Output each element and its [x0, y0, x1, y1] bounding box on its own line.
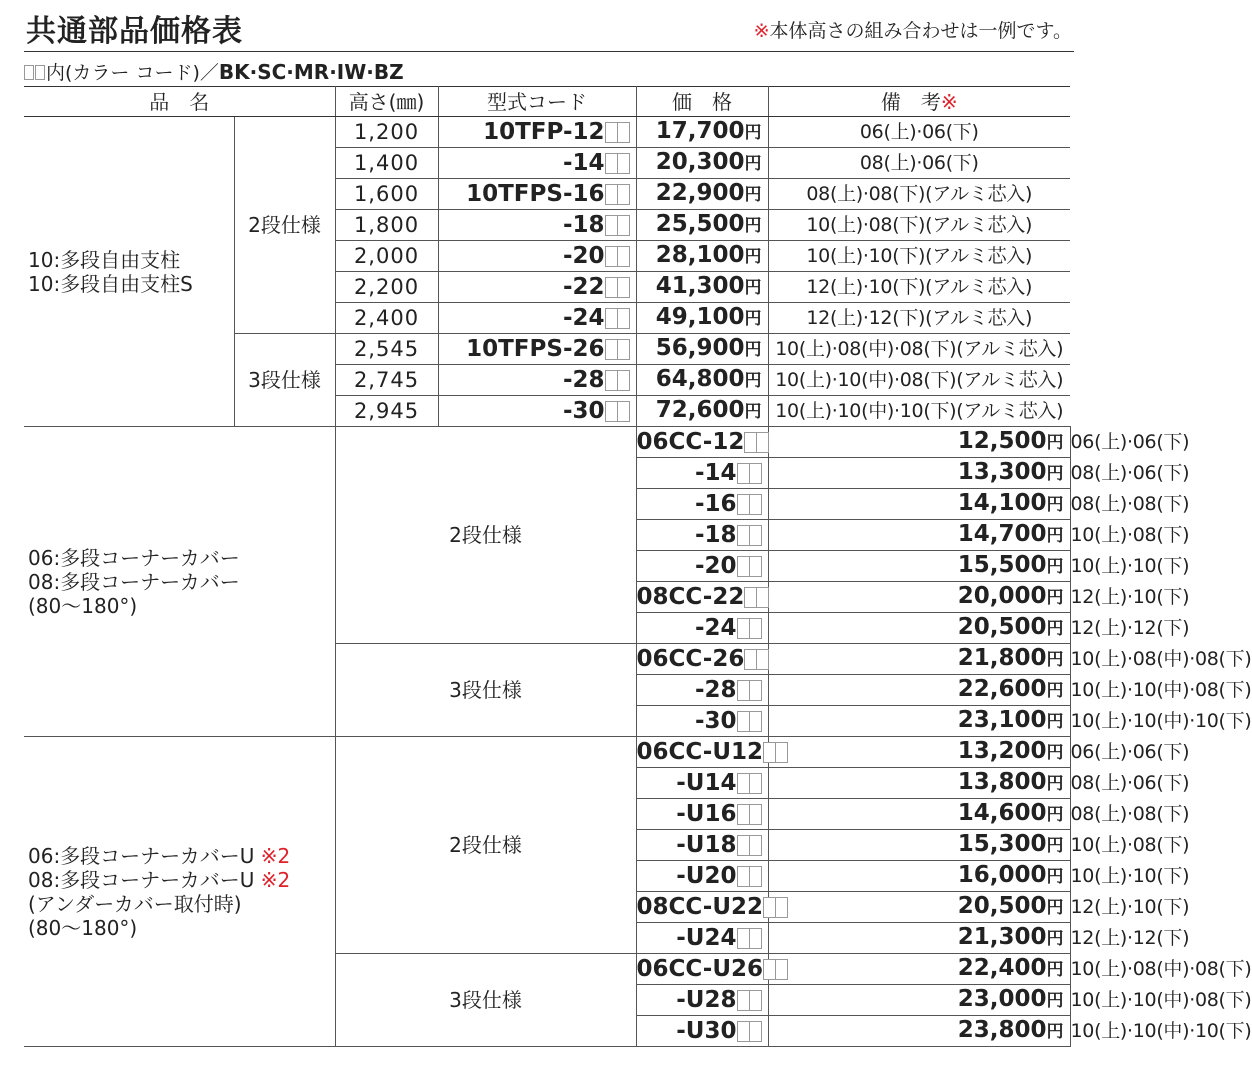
- color-box-icon: [738, 614, 762, 642]
- remark-cell: 12(上)·12(下)(アルミ芯入): [768, 303, 1070, 334]
- height-cell: 1,400: [335, 148, 438, 179]
- remarks-mark: ※: [940, 89, 958, 114]
- remark-cell: 08(上)·06(下): [768, 148, 1070, 179]
- spec-label: 2段仕様: [234, 117, 335, 334]
- product-group: [24, 427, 1252, 737]
- table-row: -U24 21,300円 12(上)·12(下): [24, 923, 1070, 954]
- table-row: -U18 15,300円 10(上)·08(下): [24, 830, 1070, 861]
- code-cell: -U30: [636, 1016, 768, 1047]
- color-box-icon: [738, 924, 762, 952]
- height-cell: 2,000: [335, 241, 438, 272]
- remark-cell: 10(上)·08(下)(アルミ芯入): [768, 210, 1070, 241]
- price-cell: 14,100円: [768, 489, 1070, 520]
- table-row: 08CC-22 20,000円 12(上)·10(下): [24, 582, 1070, 613]
- table-row: [24, 117, 1070, 148]
- code-cell: -18: [636, 520, 768, 551]
- code-cell: 08CC-U22: [636, 892, 768, 923]
- code-cell: -U16: [636, 799, 768, 830]
- code-cell: -14: [438, 148, 636, 179]
- color-box-icon: [606, 273, 630, 301]
- height-cell: 1,200: [335, 117, 438, 148]
- price-cell: 22,400円: [768, 954, 1070, 985]
- remark-cell: 06(上)·06(下): [768, 117, 1070, 148]
- table-row: -20 15,500円 10(上)·10(下): [24, 551, 1070, 582]
- code-cell: 06CC-12: [636, 427, 768, 458]
- code-cell: 10TFP-12: [438, 117, 636, 148]
- code-cell: -30: [438, 396, 636, 427]
- code-cell: -24: [636, 613, 768, 644]
- table-row: 08CC-U22 20,500円 12(上)·10(下): [24, 892, 1070, 923]
- spec-label: 3段仕様: [335, 954, 636, 1047]
- code-cell: 06CC-U12: [636, 737, 768, 768]
- product-name-line: 06:多段コーナーカバー: [28, 545, 240, 570]
- spec-label: 3段仕様: [234, 334, 335, 427]
- product-name-line: (80～180°): [28, 915, 138, 940]
- color-box-icon: [764, 738, 788, 766]
- product-group: [24, 737, 1252, 1047]
- table-row: 3段仕様 06CC-U26 22,400円 10(上)·08(中)·08(下): [24, 954, 1070, 985]
- code-cell: 10TFPS-26: [438, 334, 636, 365]
- remark-cell: 10(上)·10(下)(アルミ芯入): [768, 241, 1070, 272]
- spec-label: 2段仕様: [335, 737, 636, 954]
- color-box-icon: [738, 800, 762, 828]
- title-rule: [24, 51, 1074, 52]
- product-group: [24, 117, 1070, 427]
- color-box-icon: [738, 986, 762, 1014]
- color-box-icon: [606, 366, 630, 394]
- table-row: 3段仕様 06CC-26 21,800円 10(上)·08(中)·08(下): [24, 644, 1070, 675]
- product-name-line: 08:多段コーナーカバー: [28, 569, 240, 594]
- header-height: 高さ(㎜): [335, 87, 438, 117]
- price-cell: 21,800円: [768, 644, 1070, 675]
- height-cell: 2,200: [335, 272, 438, 303]
- product-name-line: (アンダーカバー取付時): [28, 891, 242, 916]
- code-cell: -U14: [636, 768, 768, 799]
- color-box-icon: [738, 831, 762, 859]
- code-cell: -U24: [636, 923, 768, 954]
- price-cell: 20,500円: [768, 613, 1070, 644]
- code-cell: -U20: [636, 861, 768, 892]
- price-cell: 16,000円: [768, 861, 1070, 892]
- code-cell: -22: [438, 272, 636, 303]
- color-box-icon: [738, 676, 762, 704]
- page-title: 共通部品価格表: [26, 14, 243, 49]
- header-price: 価 格: [636, 87, 768, 117]
- color-box-icon: [764, 955, 788, 983]
- table-row: -U14 13,800円 08(上)·06(下): [24, 768, 1070, 799]
- code-cell: -16: [636, 489, 768, 520]
- remark-cell: 10(上)·10(中)·10(下)(アルミ芯入): [768, 396, 1070, 427]
- table-row: -16 14,100円 08(上)·08(下): [24, 489, 1070, 520]
- color-box-icon: [606, 180, 630, 208]
- product-name: [24, 427, 335, 737]
- color-label: 内(カラー コード)／: [46, 62, 219, 84]
- price-cell: 13,200円: [768, 737, 1070, 768]
- color-box-icon: [745, 645, 769, 673]
- color-code-line: [24, 58, 404, 85]
- code-cell: -U18: [636, 830, 768, 861]
- price-table: [24, 86, 1252, 1047]
- code-cell: -28: [636, 675, 768, 706]
- price-cell: 72,600円: [636, 396, 768, 427]
- height-cell: 2,745: [335, 365, 438, 396]
- price-cell: 23,000円: [768, 985, 1070, 1016]
- code-cell: 10TFPS-16: [438, 179, 636, 210]
- price-cell: 22,900円: [636, 179, 768, 210]
- price-cell: 20,500円: [768, 892, 1070, 923]
- table-header-row: [24, 87, 1070, 117]
- height-cell: 1,600: [335, 179, 438, 210]
- height-cell: 2,945: [335, 396, 438, 427]
- color-box-icon: [738, 862, 762, 890]
- note-mark: ※: [753, 20, 770, 42]
- code-cell: 06CC-U26: [636, 954, 768, 985]
- color-box-icon: [738, 1017, 762, 1045]
- table-row: -18 14,700円 10(上)·08(下): [24, 520, 1070, 551]
- price-cell: 23,800円: [768, 1016, 1070, 1047]
- code-cell: 06CC-26: [636, 644, 768, 675]
- table-row: -U16 14,600円 08(上)·08(下): [24, 799, 1070, 830]
- price-cell: 15,500円: [768, 551, 1070, 582]
- header-note: [754, 16, 1072, 43]
- color-box-icon: [738, 459, 762, 487]
- table-row: -24 20,500円 12(上)·12(下): [24, 613, 1070, 644]
- height-cell: 2,545: [335, 334, 438, 365]
- note-mark: ※2: [260, 867, 291, 892]
- table-row: -28 22,600円 10(上)·10(中)·08(下): [24, 675, 1070, 706]
- color-box-icon: [606, 304, 630, 332]
- product-name: [24, 737, 335, 1047]
- code-cell: -14: [636, 458, 768, 489]
- price-cell: 41,300円: [636, 272, 768, 303]
- table-row: 06:多段コーナーカバーU ※2 08:多段コーナーカバーU ※2 (アンダーカバー取付時) (80～180°) 2段仕様 06CC-U12 13,200円 06(上)·06(下): [24, 737, 1070, 768]
- price-cell: 49,100円: [636, 303, 768, 334]
- color-box-icon: [606, 118, 630, 146]
- price-cell: 15,300円: [768, 830, 1070, 861]
- color-box-icon: [738, 707, 762, 735]
- product-name-line: 06:多段コーナーカバーU ※2: [28, 843, 291, 868]
- price-cell: 20,000円: [768, 582, 1070, 613]
- spec-label: 2段仕様: [335, 427, 636, 644]
- color-box-icon: [606, 149, 630, 177]
- price-cell: 20,300円: [636, 148, 768, 179]
- note-text: 本体高さの組み合わせは一例です。: [769, 20, 1072, 42]
- header-name: 品 名: [24, 87, 335, 117]
- spec-label: 3段仕様: [335, 644, 636, 737]
- code-cell: -U28: [636, 985, 768, 1016]
- price-cell: 21,300円: [768, 923, 1070, 954]
- code-cell: -30: [636, 706, 768, 737]
- color-box-icon: [606, 242, 630, 270]
- remark-cell: 08(上)·08(下)(アルミ芯入): [768, 179, 1070, 210]
- color-box-icon: [606, 211, 630, 239]
- color-box-icon: [764, 893, 788, 921]
- price-cell: 28,100円: [636, 241, 768, 272]
- product-name-line: 10:多段自由支柱: [28, 247, 181, 272]
- color-box-icon: [606, 397, 630, 425]
- code-cell: -20: [636, 551, 768, 582]
- header-code: 型式コード: [438, 87, 636, 117]
- price-cell: 64,800円: [636, 365, 768, 396]
- table-row: -30 23,100円 10(上)·10(中)·10(下): [24, 706, 1070, 737]
- price-cell: 13,800円: [768, 768, 1070, 799]
- table-row: 06:多段コーナーカバー 08:多段コーナーカバー (80～180°) 2段仕様 06CC-12 12,500円 06(上)·06(下): [24, 427, 1070, 458]
- remark-cell: 10(上)·08(中)·08(下)(アルミ芯入): [768, 334, 1070, 365]
- code-cell: -24: [438, 303, 636, 334]
- color-box-icon: [738, 552, 762, 580]
- price-cell: 56,900円: [636, 334, 768, 365]
- code-cell: 08CC-22: [636, 582, 768, 613]
- price-cell: 22,600円: [768, 675, 1070, 706]
- note-mark: ※2: [260, 843, 291, 868]
- price-cell: 25,500円: [636, 210, 768, 241]
- remark-cell: 10(上)·10(中)·08(下)(アルミ芯入): [768, 365, 1070, 396]
- product-name-line: 08:多段コーナーカバーU ※2: [28, 867, 291, 892]
- table-row: -U20 16,000円 10(上)·10(下): [24, 861, 1070, 892]
- price-cell: 14,700円: [768, 520, 1070, 551]
- remark-cell: 12(上)·10(下)(アルミ芯入): [768, 272, 1070, 303]
- price-cell: 23,100円: [768, 706, 1070, 737]
- table-row: -U28 23,000円 10(上)·10(中)·08(下): [24, 985, 1070, 1016]
- price-cell: 13,300円: [768, 458, 1070, 489]
- price-cell: 12,500円: [768, 427, 1070, 458]
- height-cell: 2,400: [335, 303, 438, 334]
- color-box-icon: [24, 65, 34, 80]
- code-cell: -28: [438, 365, 636, 396]
- header-remarks: 備 考※: [768, 87, 1070, 117]
- product-name-line: (80～180°): [28, 593, 138, 618]
- color-box-icon: [35, 65, 45, 80]
- code-cell: -20: [438, 241, 636, 272]
- price-cell: 14,600円: [768, 799, 1070, 830]
- product-name-line: 10:多段自由支柱S: [28, 271, 193, 296]
- color-box-icon: [606, 335, 630, 363]
- color-box-icon: [738, 490, 762, 518]
- code-cell: -18: [438, 210, 636, 241]
- price-cell: 17,700円: [636, 117, 768, 148]
- color-box-icon: [738, 521, 762, 549]
- color-box-icon: [745, 428, 769, 456]
- table-row: -14 13,300円 08(上)·06(下): [24, 458, 1070, 489]
- table-row: -U30 23,800円 10(上)·10(中)·10(下): [24, 1016, 1070, 1047]
- height-cell: 1,800: [335, 210, 438, 241]
- color-box-icon: [738, 769, 762, 797]
- product-name: [24, 117, 234, 427]
- color-box-icon: [745, 583, 769, 611]
- color-codes: BK·SC·MR·IW·BZ: [218, 60, 404, 84]
